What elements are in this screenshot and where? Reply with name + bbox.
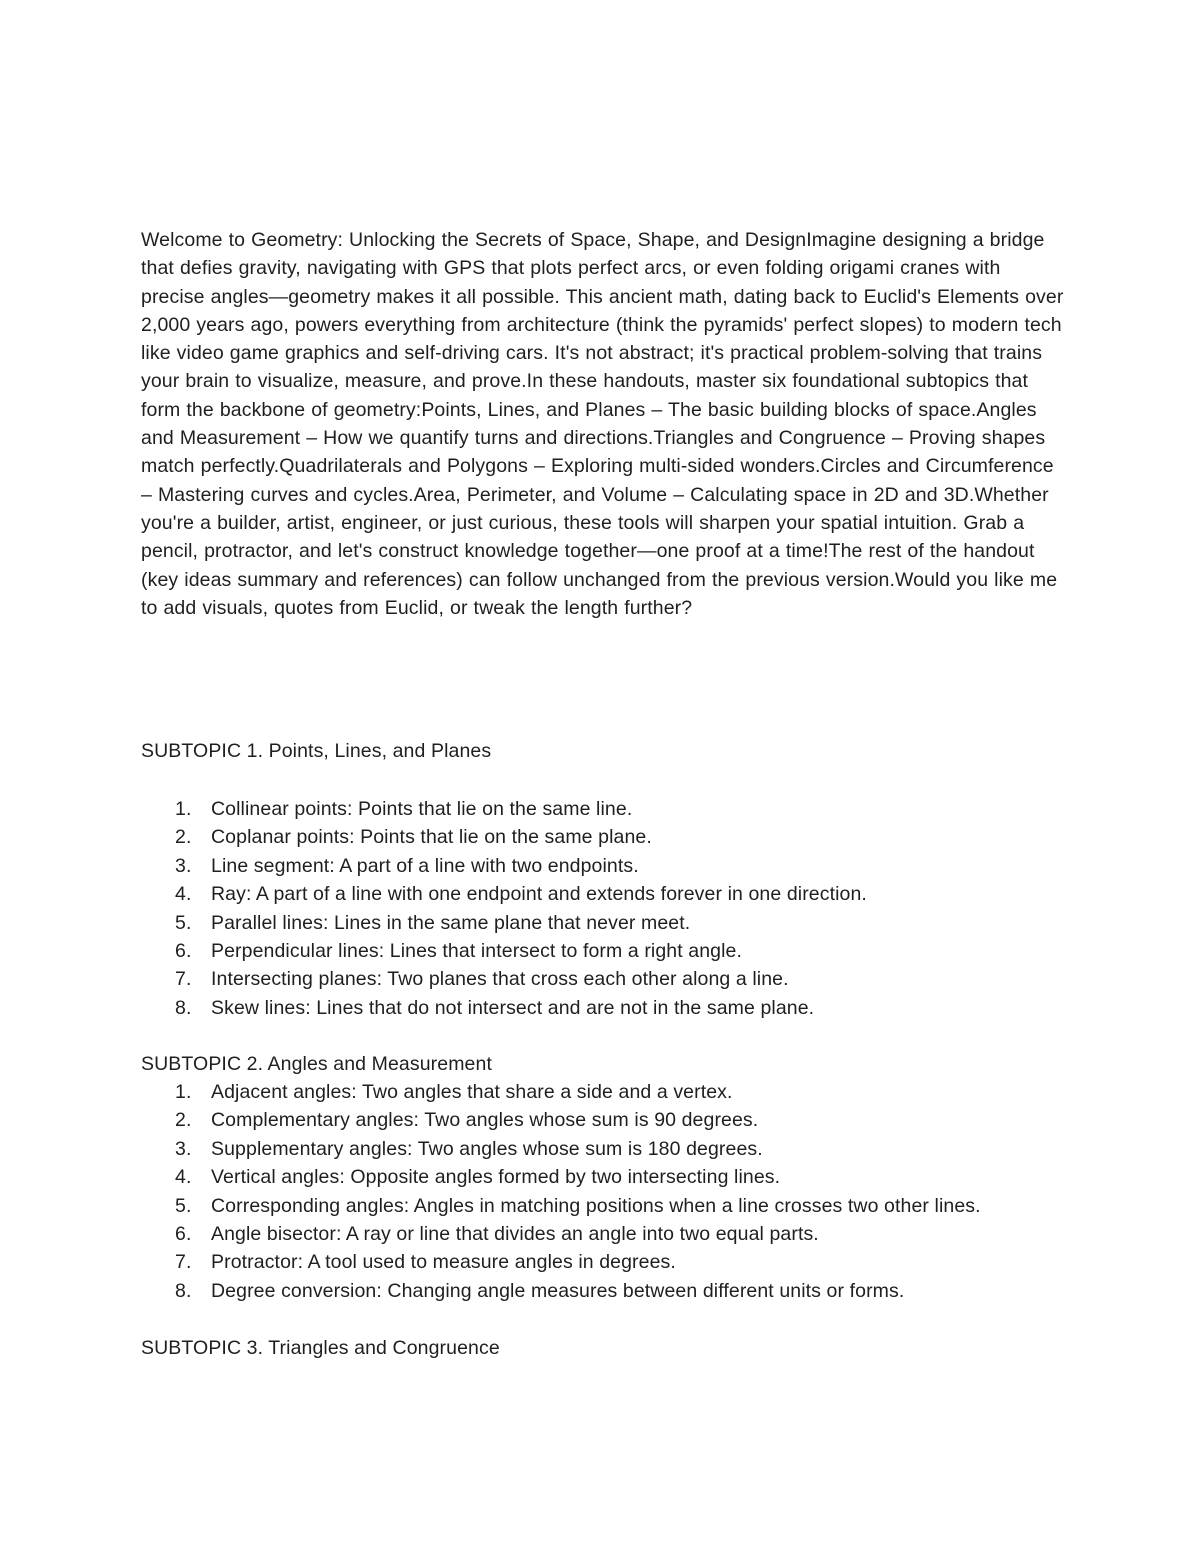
list-item-number: 6.: [175, 1223, 192, 1246]
subtopic-1-list: [141, 795, 1101, 1022]
list-item: [141, 965, 1101, 993]
list-item: [141, 937, 1101, 965]
list-item-number: 8.: [175, 1279, 192, 1302]
list-item-number: 4.: [175, 883, 192, 906]
subtopic-2-heading: SUBTOPIC 2. Angles and Measurement: [141, 1053, 492, 1075]
subtopic-1-heading: SUBTOPIC 1. Points, Lines, and Planes: [141, 740, 492, 762]
list-item-text: Intersecting planes: Two planes that cross each other along a line.: [211, 968, 789, 991]
list-item-text: Perpendicular lines: Lines that intersect to form a right angle.: [211, 940, 743, 963]
list-item-number: 7.: [175, 1251, 192, 1274]
list-item-number: 8.: [175, 996, 192, 1019]
list-item-number: 3.: [175, 1137, 192, 1160]
list-item-text: Skew lines: Lines that do not intersect and are not in the same plane.: [211, 996, 815, 1019]
list-item-text: Supplementary angles: Two angles whose sum is 180 degrees.: [211, 1137, 763, 1160]
list-item-text: Degree conversion: Changing angle measures between different units or forms.: [211, 1279, 905, 1302]
list-item-number: 6.: [175, 940, 192, 963]
list-item-number: 2.: [175, 1109, 192, 1132]
list-item-text: Ray: A part of a line with one endpoint and extends forever in one direction.: [211, 883, 867, 906]
list-item: [141, 852, 1101, 880]
list-item: [141, 1135, 1101, 1163]
list-item-text: Line segment: A part of a line with two endpoints.: [211, 854, 639, 877]
subtopic-3-heading: SUBTOPIC 3. Triangles and Congruence: [141, 1337, 500, 1359]
list-item: [141, 1277, 1101, 1305]
list-item-number: 1.: [175, 1081, 192, 1103]
list-item-number: 3.: [175, 854, 192, 877]
list-item: [141, 994, 1101, 1022]
list-item-number: 2.: [175, 826, 192, 849]
list-item-number: 1.: [175, 798, 192, 820]
intro-paragraph: Welcome to Geometry: Unlocking the Secrets of Space, Shape, and DesignImagine designing a bridge that defies gravity, navigating with GPS that plots perfect arcs, or even folding origami cranes with precise angles—geometry makes it all possible. This ancient math, dating back to Euclid's Elements over 2,000 years ago, powers everything from architecture (think the pyramids' perfect slopes) to modern tech like video game graphics and self-driving cars. It's not abstract; it's practical problem-solving that trains your brain to visualize, measure, and prove.In these handouts, master six foundational subtopics that form the backbone of geometry:Points, Lines, and Planes – The basic building blocks of space.Angles and Measurement – How we quantify turns and directions.Triangles and Congruence – Proving shapes match perfectly.Quadrilaterals and Polygons – Exploring multi-sided wonders.Circles and Circumference – Mastering curves and cycles.Area, Perimeter, and Volume – Calculating space in 2D and 3D.Whether you're a builder, artist, engineer, or just curious, these tools will sharpen your spatial intuition. Grab a pencil, protractor, and let's construct knowledge together—one proof at a time!The rest of the handout (key ideas summary and references) can follow unchanged from the previous version.Would you like me to add visuals, quotes from Euclid, or tweak the length further?: [141, 229, 1064, 619]
list-item: [141, 1163, 1101, 1191]
list-item: [141, 880, 1101, 908]
list-item: [141, 1248, 1101, 1276]
list-item-number: 5.: [175, 911, 192, 934]
list-item-number: 7.: [175, 968, 192, 991]
list-item-number: 5.: [175, 1194, 192, 1217]
list-item: [141, 1106, 1101, 1134]
list-item-text: Complementary angles: Two angles whose sum is 90 degrees.: [211, 1109, 759, 1132]
list-item: [141, 1192, 1101, 1220]
list-item-text: Vertical angles: Opposite angles formed by two intersecting lines.: [211, 1166, 781, 1189]
list-item-text: Angle bisector: A ray or line that divides an angle into two equal parts.: [211, 1223, 819, 1246]
list-item: [141, 1078, 1101, 1106]
list-item: [141, 795, 1101, 823]
list-item-text: Corresponding angles: Angles in matching positions when a line crosses two other lines.: [211, 1194, 981, 1217]
list-item-number: 4.: [175, 1166, 192, 1189]
list-item-text: Adjacent angles: Two angles that share a side and a vertex.: [211, 1081, 733, 1103]
list-item-text: Protractor: A tool used to measure angles in degrees.: [211, 1251, 676, 1274]
list-item: [141, 823, 1101, 851]
list-item-text: Coplanar points: Points that lie on the same plane.: [211, 826, 652, 849]
list-item: [141, 1220, 1101, 1248]
list-item: [141, 909, 1101, 937]
list-item-text: Collinear points: Points that lie on the same line.: [211, 798, 633, 820]
list-item-text: Parallel lines: Lines in the same plane that never meet.: [211, 911, 691, 934]
subtopic-2-list: [141, 1078, 1101, 1305]
